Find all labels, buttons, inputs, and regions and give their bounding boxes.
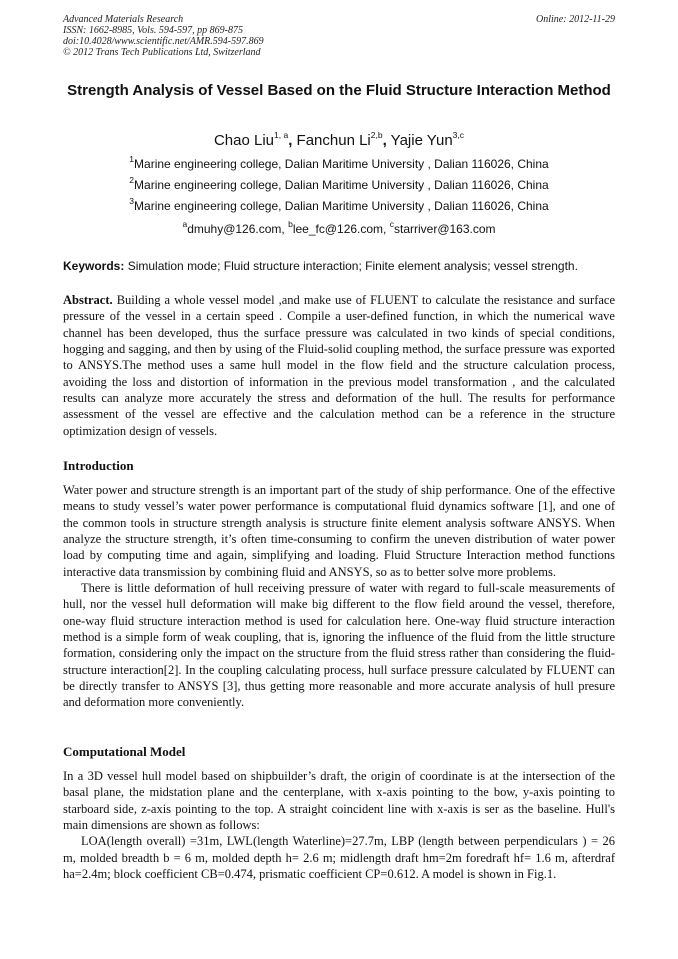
author-sup: 3,c [452, 130, 465, 140]
affiliation [63, 175, 615, 193]
affiliation-sup: 3 [129, 196, 135, 206]
introduction-body [63, 482, 615, 711]
author-list: Chao Liu$^{1, a}$, Fanchun Li$^{2,b}$, Yajie Yun$^{3,c}$ [213, 130, 465, 149]
email-sup: c [389, 219, 394, 229]
affiliation-text: Marine engineering college, Dalian Maritime University , Dalian 116026, China [134, 199, 549, 213]
doi-line: doi:10.4028/www.scientific.net/AMR.594-597.869 [63, 36, 264, 47]
keywords-label: Keywords: [63, 259, 125, 273]
affiliation-sup: 2 [129, 175, 135, 185]
section-heading-introduction: Introduction [63, 458, 134, 473]
keywords [63, 259, 615, 274]
author-sup: 1, a [274, 130, 289, 140]
online-date: Online: 2012-11-29 [536, 14, 615, 25]
computational-model-body [63, 768, 615, 882]
paragraph: There is little deformation of hull receiving pressure of water with regard to full-scale measurements of hull, nor the vessel hull deformation will make big different to the flow field around the vessel, therefore, one-way fluid structure interaction method is used for calculation here. One-way fluid structure interaction method is a simple form of weak coupling, that is, ignoring the influence of the fluid from the little structure formation, considering only the impact on the structure from the fluid stress rather than considering the fluid-structure interaction[2]. In the coupling calculating process, hull surface pressure calculated by FLUENT can be directly transfer to ANSYS [3], thus getting more reasonable and more accurate analysis of hull presure and deformation more conveniently. [63, 581, 615, 710]
journal-name: Advanced Materials Research [63, 14, 184, 25]
email-link[interactable]: dmuhy@126.com, [187, 222, 289, 236]
paper-title: Strength Analysis of Vessel Based on the Fluid Structure Interaction Method [67, 82, 611, 99]
abstract-label: Abstract. [63, 293, 113, 307]
affiliation-text: Marine engineering college, Dalian Maritime University , Dalian 116026, China [134, 178, 549, 192]
journal-header [63, 14, 615, 58]
email-sup: a [182, 219, 188, 229]
author-sup: 2,b [370, 130, 383, 140]
author-name: Chao Liu [213, 132, 275, 149]
author-name: Fanchun Li [296, 132, 371, 149]
keywords-text: Simulation mode; Fluid structure interaction; Finite element analysis; vessel strength. [127, 259, 578, 273]
author-name: Yajie Yun [390, 132, 453, 149]
email-sup: b [288, 219, 293, 229]
copyright-line: © 2012 Trans Tech Publications Ltd, Switzerland [63, 47, 261, 58]
paragraph: LOA(length overall) =31m, LWL(length Waterline)=27.7m, LBP (length between perpendiculars ) = 26 m, molded breadth b = 6 m, molded depth h= 2.6 m; midlength draft hm=2m foredraft hf= 1.6 m, afterdraf ha=2.4m; block coefficient CB=0.474, prismatic coefficient CP=0.612. A model is shown in Fig.1. [63, 834, 615, 882]
paragraph: Water power and structure strength is an important part of the study of ship performance. One of the effective means to study vessel’s water power performance is computational fluid dynamics software [1], and one of the common tools in structure strength analysis is structure finite element analysis software ANSYS. When analyze the structure strength, it’s often time-consuming to confirm the uneven distribution of water power load by computing time and again, simplifying and loading. Fluid Structure Interaction method functions interactive data transmission by combining fluid and ANSYS, so as to better solve more problems. [63, 483, 615, 579]
affiliation [63, 154, 615, 172]
email-link[interactable]: starriver@163.com [393, 222, 496, 236]
abstract [63, 292, 615, 439]
affiliation [63, 196, 615, 214]
issn-line: ISSN: 1662-8985, Vols. 594-597, pp 869-875 [63, 25, 243, 36]
affiliation-sup: 1 [129, 154, 135, 164]
section-heading-computational-model: Computational Model [63, 744, 186, 759]
abstract-text: Building a whole vessel model ,and make use of FLUENT to calculate the resistance and surface pressure of the vessel in a certain speed . Compile a user-defined function, in which the numerical wave channel has been developed, thus the surface pressure was calculated in two kinds of special conditions, hogging and sagging, and then by using of the Fluid-solid coupling method, the surface pressure was exported to ANSYS.The method uses a same hull model in the flow field and the structure calculation process, avoiding the loss and distortion of information in the previous model transformation , and the calculated results can analyze more accurately the stress and deformation of the hull. The results for performance assessment of the vessel are effective and the calculation method can be a reference in the structure optimization design of vessels. [63, 293, 616, 438]
email-link[interactable]: lee_fc@126.com, [292, 222, 390, 236]
email-list [63, 219, 615, 237]
affiliation-text: Marine engineering college, Dalian Maritime University , Dalian 116026, China [134, 157, 549, 171]
paragraph: In a 3D vessel hull model based on shipbuilder’s draft, the origin of coordinate is at the intersection of the basal plane, the midstation plane and the centerplane, with x-axis pointing to the bow, y-axis pointing to starboard side, z-axis pointing to the top. A straight coincident line with x-axis is ser as the baseline. Hull's main dimensions are shown as follows: [63, 769, 615, 833]
